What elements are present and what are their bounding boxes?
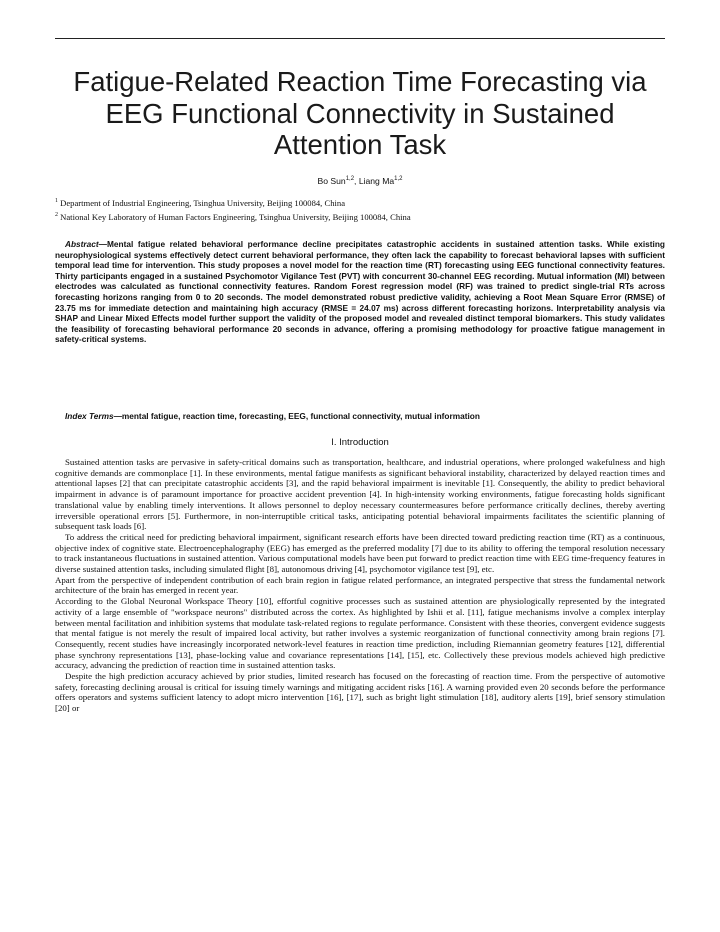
affiliation-text: Department of Industrial Engineering, Tsinghua University, Beijing 100084, China xyxy=(60,197,346,208)
affiliation-mark: 1 xyxy=(55,198,58,204)
author-affiliation-mark: 1,2 xyxy=(345,176,355,183)
body-paragraph: Despite the high prediction accuracy achieved by prior studies, limited research has focused on the forecasting of reaction time. From the perspective of automotive safety, forecasting declining arousal is critical for issuing timely warnings and mitigating accident risks [16]. A warning provided even 20 seconds before the performance offers operators and systems sufficient latency to adopt micro intervention [16], [17], such as bright light stimulation [18], auditory alerts [19], brief sensory stimulation [20] or xyxy=(55,671,665,714)
author-name: Liang Ma xyxy=(358,176,395,186)
paper-title: Fatigue-Related Reaction Time Forecasting via EEG Functional Connectivity in Sustained Attention Task xyxy=(73,66,647,160)
abstract-text: Mental fatigue related behavioral performance decline precipitates catastrophic accidents in sustained attention tasks. While existing neurophysiological systems effectively detect current behavioral performance, they often lack the capability to forecast behavioral lapses with sufficient temporal lead time for intervention. This study proposes a novel model for the reaction time (RT) forecasting using EEG functional connectivity features. Thirty participants engaged in a sustained Psychomotor Vigilance Test (PVT) with concurrent 30-channel EEG recording. Mutual information (MI) between electrodes was calculated as functional connectivity features. Random Forest regression model (RF) was trained to predict single-trial RTs across forecasting horizons ranging from 0 to 20 seconds. The model demonstrated robust predictive validity, achieving a Root Mean Square Error (RMSE) of 23.75 ms for immediate detection and maintaining high accuracy (RMSE = 24.07 ms) across different forecasting horizons. Interpretability analysis via SHAP and Linear Mixed Effects model further support the validity of the proposed model and revealed distinct temporal biomarkers. This study validates the feasibility of forecasting behavioral performance 20 seconds in advance, offering a promising methodology for proactive fatigue management in safety-critical systems. xyxy=(55,239,665,345)
abstract xyxy=(55,239,665,345)
author-separator: , xyxy=(354,176,359,186)
body-paragraph: To address the critical need for predicting behavioral impairment, significant research efforts have been directed toward predicting reaction time (RT) as a continuous, objective index of cognitive state. Electroencephalography (EEG) has emerged as the preferred modality [7] due to its ability to offering the temporal resolution necessary to track instantaneous fluctuations in sustained attention. Various computational models have been put forward to predict reaction time with EEG time-frequency features in diverse sustained attention tasks, including simulated flight [8], autonomous driving [4], psychomotor vigilance test [9], etc. xyxy=(55,531,665,575)
index-terms-label: Index Terms xyxy=(65,411,114,421)
index-terms-text: mental fatigue, reaction time, forecasting, EEG, functional connectivity, mutual information xyxy=(121,411,480,421)
index-terms xyxy=(55,411,665,422)
affiliation-mark: 2 xyxy=(55,212,58,219)
body-paragraph: According to the Global Neuronal Workspace Theory [10], effortful cognitive processes such as sustained attention are physiologically represented by the integrated activity of a large ensemble of "workspace neurons" distributed across the cortex. As highlighted by Ishii et al. [11], fatigue mechanisms involve a complex interplay between mental facilitation and inhibition systems that modulate task-related regions to regulate performance. Consistent with these theories, convergent evidence suggests that mental fatigue is not merely the result of impaired local activity, but rather involves a systemic reorganization of functional connectivity among brain regions [7]. Consequently, recent studies have increasingly incorporated network-level features in reaction time prediction, including Riemannian geometry features [12], differential phase synchrony representations [13], phase-locking value and covariance representations [14], [15], etc. Collectively these previous models achieved high predictive accuracy, advancing the prediction of reaction time in sustained attention tasks. xyxy=(55,596,665,671)
affiliations xyxy=(55,195,665,224)
abstract-dash: — xyxy=(98,239,107,249)
author-affiliation-mark: 1,2 xyxy=(394,176,403,183)
body-paragraph: Apart from the perspective of independent contribution of each brain region in fatigue related performance, an integrated perspective that stress the fundamental network architecture of the brain has emerged in recent year. xyxy=(55,574,665,596)
affiliation-text: National Key Laboratory of Human Factors Engineering, Tsinghua University, Beijing 100084, China xyxy=(60,212,411,223)
top-rule xyxy=(55,38,665,39)
introduction-body xyxy=(55,457,665,714)
body-paragraph: Sustained attention tasks are pervasive in safety-critical domains such as transportation, healthcare, and industrial operations, where prolonged wakefulness and high cognitive demands are commonplace [1]. In these environments, mental fatigue manifests as significant behavioral instability, characterized by delayed reaction times and attentional lapses [2] that can precipitate catastrophic accidents [3], and the rapid behavioral impairment is inevitable [1]. Consequently, the ability to predict behavioral impairment in advance is of paramount importance for proactive accident prevention [4]. In high-intensity working environments, fatigue forecasting holds significant translational value by enabling timely interventions. It allows personnel to deploy necessary countermeasures before performance critically declines, thereby averting irreversible operational errors [5]. Furthermore, in non-interruptible critical tasks, anticipating potential behavioral impairments facilitates the scientific planning of subsequent task loads [6]. xyxy=(55,457,665,532)
section-heading-introduction: I. Introduction xyxy=(331,437,389,448)
abstract-label: Abstract xyxy=(65,239,99,249)
author-name: Bo Sun xyxy=(317,176,346,186)
author-line xyxy=(60,176,660,186)
affiliation-line xyxy=(55,209,665,223)
index-terms-dash: — xyxy=(113,411,122,421)
affiliation-line xyxy=(55,195,665,209)
